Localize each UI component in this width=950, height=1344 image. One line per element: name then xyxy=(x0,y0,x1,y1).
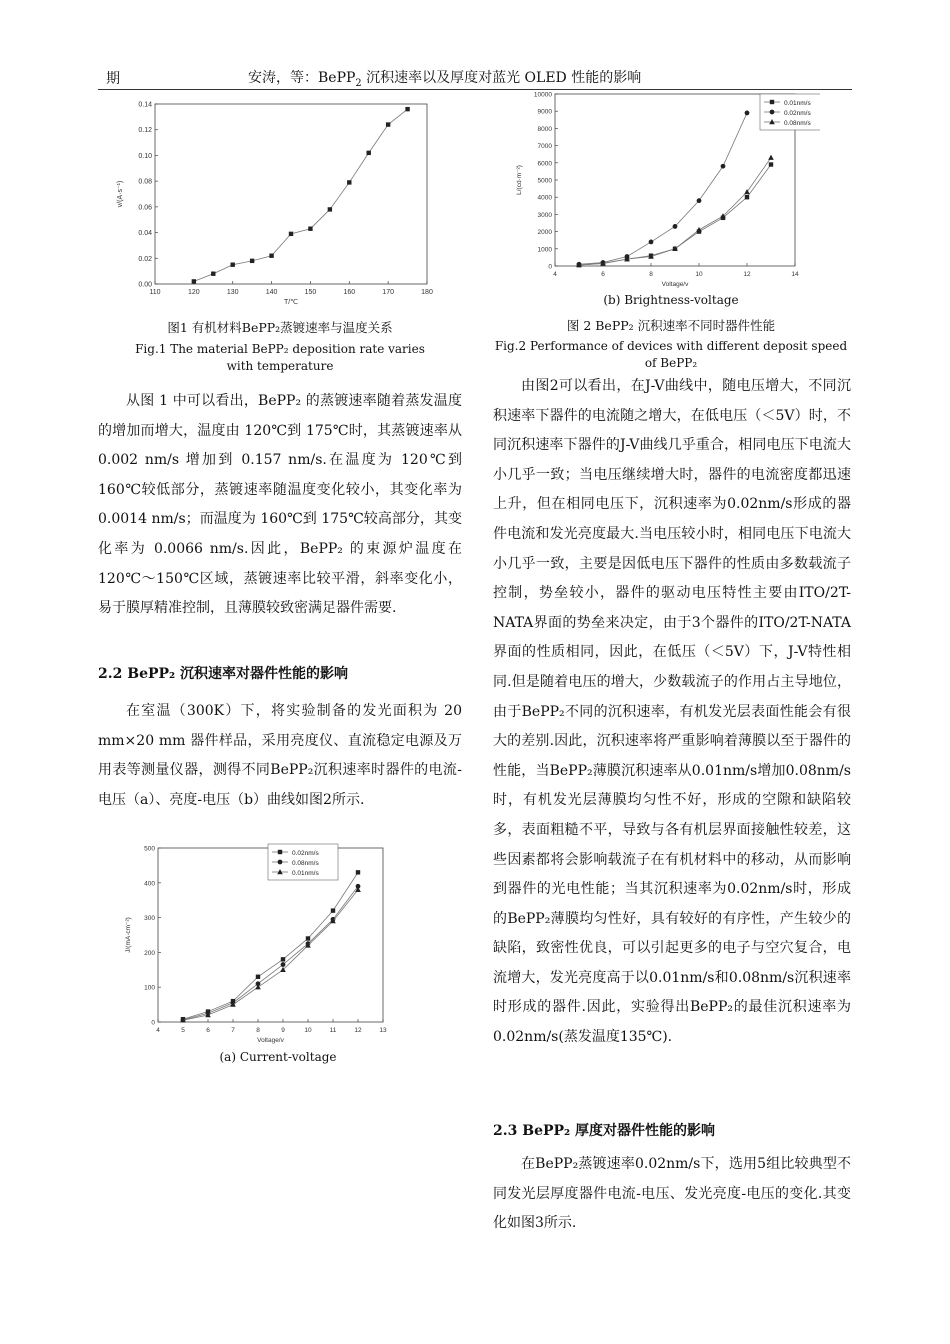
data-point xyxy=(721,164,726,169)
fig2-caption-cn: 图 2 BePP₂ 沉积速率不同时器件性能 xyxy=(566,318,776,333)
data-point xyxy=(673,224,678,229)
series-line xyxy=(183,872,358,1019)
x-tick-label: 110 xyxy=(149,289,161,296)
y-tick-label: 0.06 xyxy=(138,204,152,212)
running-title-suffix: 沉积速率以及厚度对蓝光 OLED 性能的影响 xyxy=(361,70,642,86)
x-tick-label: 120 xyxy=(188,289,200,296)
y-tick-label: 8000 xyxy=(537,125,552,133)
data-point xyxy=(211,272,215,276)
fig2a-subcaption: (a) Current-voltage xyxy=(219,1050,337,1064)
x-tick-label: 130 xyxy=(226,289,239,296)
fig1-caption-en: Fig.1 The material BePP₂ deposition rate varies with temperature xyxy=(135,342,425,373)
x-tick-label: 12 xyxy=(743,271,751,278)
legend-label: 0.08nm/s xyxy=(292,860,319,867)
y-tick-label: 3000 xyxy=(537,211,552,219)
y-tick-label: 0 xyxy=(151,1019,155,1027)
x-tick-label: 170 xyxy=(382,289,394,296)
x-tick-label: 10 xyxy=(695,271,703,278)
left-paragraph-2: 在室温（300K）下，将实验制备的发光面积为 20 mm×20 mm 器件样品，采用亮度仪、直流稳定电源及万用表等测量仪器，测得不同BePP₂沉积速率时器件的电流-电压（a）、亮度-电压（b）曲线如图2所示. xyxy=(98,703,462,808)
data-point xyxy=(386,122,390,126)
x-tick-label: 10 xyxy=(304,1027,312,1034)
fig2b-subcaption: (b) Brightness-voltage xyxy=(603,293,739,307)
y-tick-label: 300 xyxy=(144,915,155,923)
data-point xyxy=(745,111,750,116)
legend-marker xyxy=(770,110,775,115)
plot-frame xyxy=(555,94,795,266)
y-tick-label: 100 xyxy=(144,984,155,992)
x-tick-label: 5 xyxy=(181,1027,185,1034)
section-2-2-heading: 2.2 BePP₂ 沉积速率对器件性能的影响 xyxy=(98,666,349,682)
legend-marker xyxy=(770,100,774,104)
x-tick-label: 4 xyxy=(156,1027,160,1034)
y-tick-label: 6000 xyxy=(537,160,552,168)
right-paragraph-1: 由图2可以看出，在J-V曲线中，随电压增大，不同沉积速率下器件的电流随之增大，在低电压（＜5V）时，不同沉积速率下器件的J-V曲线几乎重合，相同电压下电流大小几乎一致；当电压继续增大时，器件的电流密度都迅速上升，但在相同电压下，沉积速率为0.02nm/s形成的器件电流和发光亮度最大.当电压较小时，相同电压下电流大小几乎一致，主要是因低电压下器件的性质由多数载流子控制，势垒较小，器件的驱动电压特性主要由ITO/2T-NATA界面的势垒来决定，由于3个器件的ITO/2T-NATA界面的性质相同，因此，在低压（＜5V）下，J-V特性相同.但是随着电压的增大，少数载流子的作用占主导地位，由于BePP₂不同的沉积速率，有机发光层表面性能会有很大的差别.因此，沉积速率将严重影响着薄膜以至于器件的性能，当BePP₂薄膜沉积速率从0.01nm/s增加0.08nm/s时，有机发光层薄膜均匀性不好，形成的空隙和缺陷较多，表面粗糙不平，导致与各有机层界面接触性较差，这些因素都将会影响载流子在有机材料中的移动，从而影响到器件的光电性能；当其沉积速率为0.02nm/s时，形成的BePP₂薄膜均匀性好，具有较好的有序性，产生较少的缺陷，致密性优良，可以引起更多的电子与空穴复合，电流增大，发光亮度高于以0.01nm/s和0.08nm/s沉积速率时形成的器件.因此，实验得出BePP₂的最佳沉积速率为0.02nm/s(蒸发温度135℃). xyxy=(493,378,851,1046)
y-tick-label: 9000 xyxy=(537,108,552,116)
x-tick-label: 12 xyxy=(354,1027,362,1034)
y-tick-label: 0.04 xyxy=(138,230,152,238)
x-tick-label: 160 xyxy=(343,289,356,296)
data-point xyxy=(367,151,371,155)
data-point xyxy=(745,195,749,199)
data-point xyxy=(281,957,285,961)
data-point xyxy=(289,232,293,236)
y-tick-label: 5000 xyxy=(537,177,552,185)
y-tick-label: 7000 xyxy=(537,143,552,151)
y-axis-label: v/(A·s⁻¹) xyxy=(117,180,124,208)
y-tick-label: 0.00 xyxy=(138,281,152,289)
data-point xyxy=(328,207,332,211)
x-axis-label: Voltage/v xyxy=(661,281,689,288)
running-title-sub: 2 xyxy=(355,77,362,89)
legend-label: 0.01nm/s xyxy=(784,100,811,107)
data-point xyxy=(308,227,312,231)
y-tick-label: 0.14 xyxy=(138,101,152,109)
data-point xyxy=(356,870,360,874)
section-2-3-heading: 2.3 BePP₂ 厚度对器件性能的影响 xyxy=(493,1123,716,1139)
legend-label: 0.01nm/s xyxy=(292,870,319,877)
legend-label: 0.08nm/s xyxy=(784,120,811,127)
data-point xyxy=(256,975,260,979)
fig2b-chart xyxy=(510,88,820,293)
y-tick-label: 1000 xyxy=(537,246,552,254)
data-point xyxy=(281,962,286,967)
x-tick-label: 6 xyxy=(206,1027,210,1034)
y-tick-label: 2000 xyxy=(537,229,552,237)
y-tick-label: 500 xyxy=(144,845,155,853)
x-tick-label: 14 xyxy=(791,271,799,278)
x-tick-label: 8 xyxy=(649,271,653,278)
x-tick-label: 4 xyxy=(553,271,557,278)
running-title-prefix: 安涛，等：BePP xyxy=(248,70,356,86)
y-tick-label: 0.02 xyxy=(138,255,152,263)
fig1-chart xyxy=(110,96,450,311)
x-tick-label: 7 xyxy=(231,1027,235,1034)
right-paragraph-2: 在BePP₂蒸镀速率0.02nm/s下，选用5组比较典型不同发光层厚度器件电流-电压、发光亮度-电压的变化.其变化如图3所示. xyxy=(493,1156,851,1232)
data-point xyxy=(331,908,335,912)
x-tick-label: 150 xyxy=(304,289,317,296)
header-issue: 期 xyxy=(106,71,120,87)
y-tick-label: 0.12 xyxy=(138,127,152,135)
x-axis-label: Voltage/v xyxy=(257,1037,284,1044)
x-tick-label: 140 xyxy=(265,289,278,296)
x-tick-label: 9 xyxy=(281,1027,285,1034)
x-tick-label: 180 xyxy=(421,289,433,296)
data-point xyxy=(405,107,409,111)
plot-frame xyxy=(155,104,427,284)
legend-marker xyxy=(278,860,283,865)
legend-label: 0.02nm/s xyxy=(292,850,319,857)
left-paragraph-1: 从图 1 中可以看出，BePP₂ 的蒸镀速率随着蒸发温度的增加而增大，温度由 120℃到 175℃时，其蒸镀速率从 0.002 nm/s 增加到 0.157 nm/s.在温度为 120℃到 160℃较低部分，蒸镀速率随温度变化较小，其变化率为 0.0014 nm/s；而温度为 160℃到 175℃较高部分，其变化率为 0.0066 nm/s.因此，BePP₂ 的束源炉温度在 120℃～150℃区域，蒸镀速率比较平滑，斜率变化小，易于膜厚精准控制，且薄膜较致密满足器件需要. xyxy=(98,393,462,617)
y-tick-label: 4000 xyxy=(537,194,552,202)
data-point xyxy=(306,936,310,940)
fig1-caption-cn: 图1 有机材料BePP₂蒸镀速率与温度关系 xyxy=(167,320,393,335)
y-tick-label: 10000 xyxy=(533,91,552,99)
series-line xyxy=(183,886,358,1020)
y-tick-label: 0.08 xyxy=(138,178,152,186)
y-tick-label: 200 xyxy=(144,949,155,957)
x-tick-label: 11 xyxy=(329,1027,337,1034)
y-tick-label: 0.10 xyxy=(138,152,152,160)
data-point xyxy=(649,240,654,245)
series-line xyxy=(579,113,747,264)
fig2-caption-en: Fig.2 Performance of devices with different deposit speed of BePP₂ xyxy=(494,339,848,370)
series-line xyxy=(194,109,408,281)
data-point xyxy=(768,155,774,160)
legend-marker xyxy=(278,850,282,854)
y-tick-label: 400 xyxy=(144,880,155,888)
x-tick-label: 8 xyxy=(256,1027,260,1034)
x-tick-label: 13 xyxy=(379,1027,387,1034)
fig2a-chart xyxy=(118,840,408,1050)
data-point xyxy=(231,263,235,267)
y-tick-label: 0 xyxy=(548,263,552,271)
data-point xyxy=(769,162,773,166)
y-axis-label: L/(cd·m⁻²) xyxy=(516,165,523,195)
data-point xyxy=(697,198,702,203)
running-title xyxy=(248,67,641,87)
data-point xyxy=(250,259,254,263)
legend-label: 0.02nm/s xyxy=(784,110,811,117)
y-axis-label: J/(mA·cm⁻²) xyxy=(125,917,132,953)
x-tick-label: 6 xyxy=(601,271,605,278)
data-point xyxy=(192,279,196,283)
x-axis-label: T/℃ xyxy=(283,299,299,306)
data-point xyxy=(347,180,351,184)
data-point xyxy=(269,254,273,258)
